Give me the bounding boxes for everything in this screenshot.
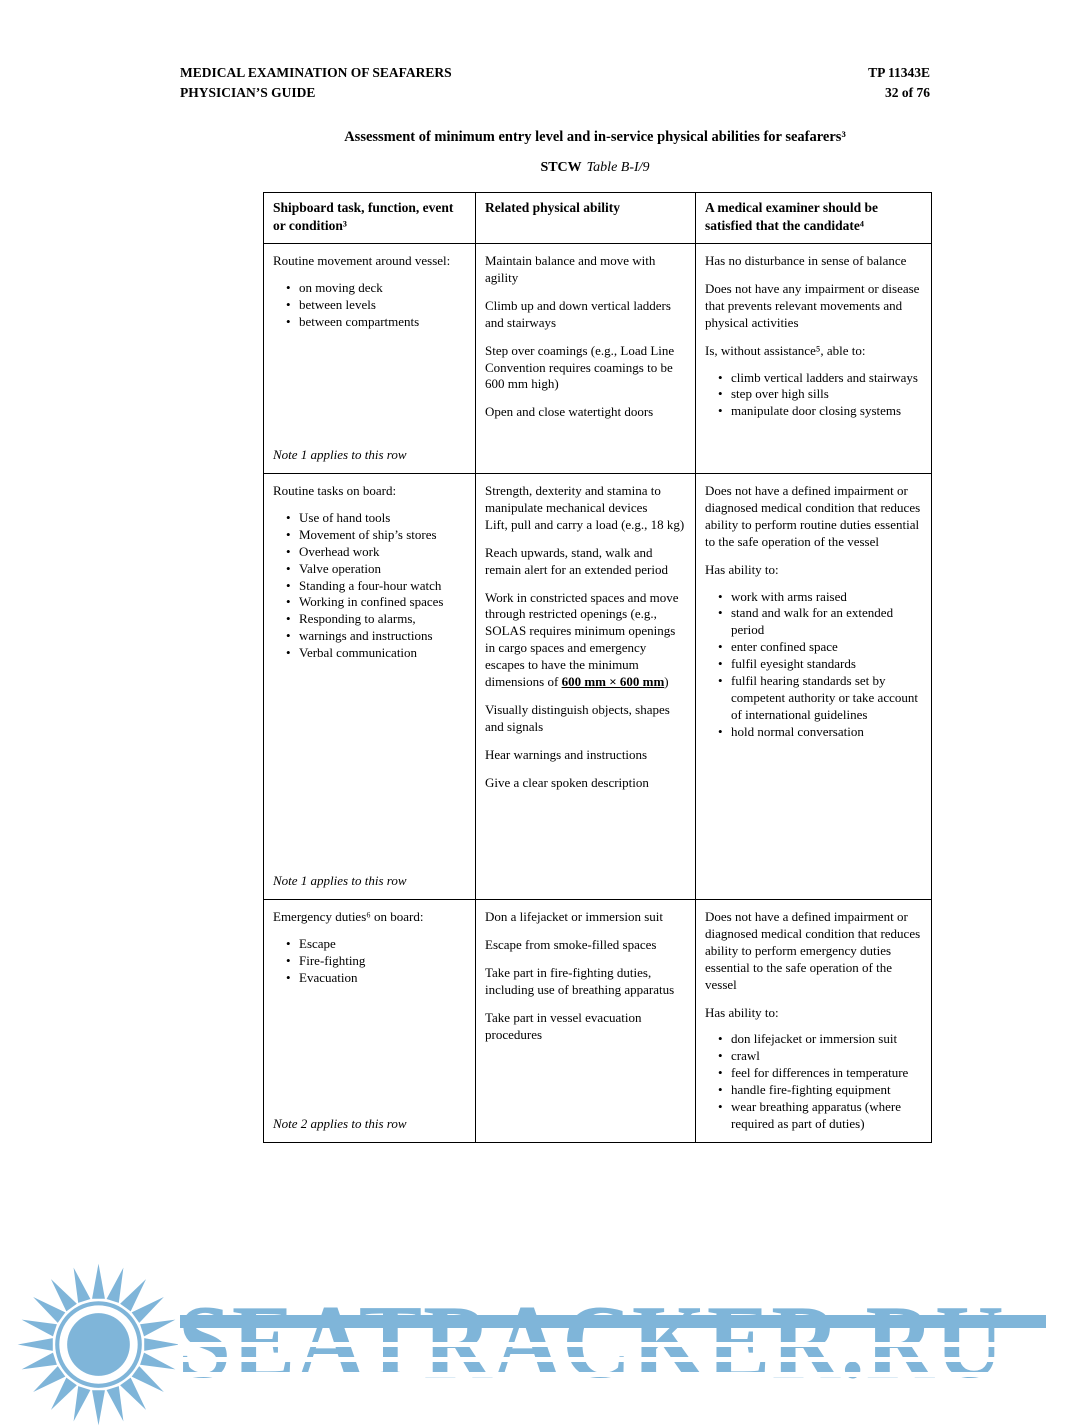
bullet-item: • handle fire-fighting equipment (718, 1082, 922, 1099)
cell-paragraph: Has ability to: (705, 561, 779, 577)
sun-ray (74, 1268, 91, 1303)
cell-paragraph: Step over coamings (e.g., Load Line Convention requires coamings to be 600 mm high) (485, 342, 675, 392)
sun-icon (16, 1262, 181, 1427)
sun-ray (33, 1366, 65, 1392)
subtitle-reference: Table B-I/9 (586, 160, 650, 175)
table-cell (696, 244, 931, 473)
table-cell (696, 474, 931, 899)
column-header: Shipboard task, function, event or condition³ (264, 193, 476, 243)
sun-ray (140, 1353, 175, 1370)
bullet-item: • manipulate door closing systems (718, 403, 918, 420)
header-left-line2: PHYSICIAN’S GUIDE (180, 85, 316, 101)
header-left-line1: MEDICAL EXAMINATION OF SEAFARERS (180, 65, 452, 80)
text-span: Work in constricted spaces and move through restricted openings (e.g., SOLAS requires minimum openings in cargo spaces and emergency escapes to have the minimum dimensions of (485, 589, 679, 689)
column-header: A medical examiner should be satisfied that the candidate⁴ (705, 200, 879, 233)
sun-ray (120, 1378, 146, 1410)
bullet-item: • wear breathing apparatus (where required as part of duties) (718, 1099, 922, 1133)
sun-ray (33, 1297, 65, 1323)
table-row (264, 244, 931, 474)
sun-ray (132, 1297, 164, 1323)
row-note: Note 2 applies to this row (273, 1115, 407, 1131)
sun-ray (140, 1320, 175, 1337)
cell-paragraph: Maintain balance and move with agility (485, 253, 656, 285)
cell-paragraph: Don a lifejacket or immersion suit (485, 909, 663, 925)
bullet-item: • climb vertical ladders and stairways (718, 370, 918, 387)
bullet-item: • warnings and instructions (286, 628, 443, 645)
bullet-item: • between compartments (286, 314, 419, 331)
cell-paragraph: Routine tasks on board: (273, 483, 397, 499)
bullet-item: • fulfil hearing standards set by competent authority or take account of international guidelines (718, 673, 922, 724)
page-header (180, 63, 930, 104)
watermark-stripe (178, 1357, 1052, 1362)
table-cell (476, 244, 696, 473)
bullet-item: • Valve operation (286, 561, 443, 578)
cell-paragraph: Hear warnings and instructions (485, 746, 648, 762)
subtitle-stcw: STCW (540, 160, 582, 175)
bullet-item: • on moving deck (286, 280, 419, 297)
sun-ray (18, 1338, 53, 1351)
sun-disc (67, 1313, 130, 1376)
cell-paragraph: Strength, dexterity and stamina to manipulate mechanical devices (485, 483, 661, 515)
cell-paragraph: Does not have a defined impairment or diagnosed medical condition that reduces ability to perform routine duties essential to the safe operation of the vessel (705, 483, 921, 549)
cell-paragraph: Lift, pull and carry a load (e.g., 18 kg) (485, 516, 685, 532)
cell-paragraph: Take part in fire-fighting duties, including use of breathing apparatus (485, 964, 675, 997)
cell-paragraph: Reach upwards, stand, walk and remain alert for an extended period (485, 544, 668, 577)
sun-ray (107, 1268, 124, 1303)
cell-paragraph: Routine movement around vessel: (273, 253, 451, 269)
cell-paragraph: Is, without assistance⁵, able to: (705, 342, 866, 358)
table-cell (696, 900, 931, 1142)
bullet-list (273, 510, 443, 662)
cell-paragraph: Give a clear spoken description (485, 774, 649, 790)
bullet-item: • step over high sills (718, 386, 918, 403)
row-note: Note 1 applies to this row (273, 873, 407, 889)
sun-ray (51, 1279, 77, 1311)
sun-ray (107, 1386, 124, 1421)
cell-paragraph: Open and close watertight doors (485, 404, 654, 420)
watermark-stripe (178, 1372, 1052, 1377)
sun-ray (144, 1338, 179, 1351)
bullet-item: • Fire-fighting (286, 953, 365, 970)
cell-paragraph: Does not have a defined impairment or diagnosed medical condition that reduces ability to perform emergency duties essential to the safe operation of the vessel (705, 909, 921, 992)
sun-ray (22, 1320, 57, 1337)
sun-ray (51, 1378, 77, 1410)
sun-ray (132, 1366, 164, 1392)
cell-paragraph: Has ability to: (705, 1004, 779, 1020)
cell-paragraph: Emergency duties⁶ on board: (273, 909, 424, 925)
bullet-list (273, 936, 365, 987)
table-cell (264, 244, 476, 473)
bullet-item: • Escape (286, 936, 365, 953)
bullet-item: • work with arms raised (718, 589, 922, 606)
bullet-item: • crawl (718, 1048, 922, 1065)
cell-paragraph: Escape from smoke-filled spaces (485, 936, 657, 952)
bullet-item: • Standing a four-hour watch (286, 578, 443, 595)
sun-ray (74, 1386, 91, 1421)
sun-ray (92, 1264, 105, 1299)
sun-ray (120, 1279, 146, 1311)
watermark (0, 1262, 1080, 1425)
bullet-item: • enter confined space (718, 639, 922, 656)
cell-paragraph: Take part in vessel evacuation procedures (485, 1009, 642, 1042)
cell-paragraph: Has no disturbance in sense of balance (705, 253, 907, 269)
bullet-item: • Movement of ship’s stores (286, 527, 443, 544)
bullet-list (705, 1031, 922, 1132)
table-row (264, 474, 931, 900)
header-right (868, 63, 930, 104)
page-title: Assessment of minimum entry level and in-service physical abilities for seafarers³ (344, 129, 846, 145)
table-row (264, 900, 931, 1142)
bullet-item: • Verbal communication (286, 645, 443, 662)
header-right-line1: TP 11343E (868, 65, 930, 80)
bullet-item: • Overhead work (286, 544, 443, 561)
sun-ray (92, 1390, 105, 1425)
cell-paragraph: Does not have any impairment or disease that prevents relevant movements and physical activities (705, 280, 920, 330)
table-cell (264, 474, 476, 899)
cell-paragraph: Climb up and down vertical ladders and stairways (485, 297, 671, 330)
stcw-table (263, 192, 932, 1143)
table-cell (264, 900, 476, 1142)
table-subtitle (245, 160, 945, 176)
title-block (245, 129, 945, 176)
watermark-band (180, 1315, 1046, 1328)
sun-ray (22, 1353, 57, 1370)
text-span: 600 mm × 600 mm (561, 674, 665, 689)
bullet-item: • feel for differences in temperature (718, 1065, 922, 1082)
table-cell (476, 474, 696, 899)
table-header-row (264, 193, 931, 244)
bullet-item: • Evacuation (286, 970, 365, 987)
text-span: ) (664, 674, 669, 689)
bullet-item: • Use of hand tools (286, 510, 443, 527)
bullet-item: • fulfil eyesight standards (718, 656, 922, 673)
row-note: Note 1 applies to this row (273, 447, 407, 463)
watermark-stripe (178, 1342, 1052, 1347)
cell-paragraph: Visually distinguish objects, shapes and signals (485, 701, 670, 734)
cell-paragraph (485, 590, 686, 691)
bullet-item: • hold normal conversation (718, 724, 922, 741)
bullet-list (705, 370, 918, 421)
table-cell (476, 900, 696, 1142)
watermark-text-wrap (178, 1290, 1052, 1410)
bullet-item: • Working in confined spaces (286, 594, 443, 611)
bullet-item: • Responding to alarms, (286, 611, 443, 628)
bullet-list (705, 589, 922, 741)
bullet-item: • between levels (286, 297, 419, 314)
bullet-list (273, 280, 419, 331)
column-header: Related physical ability (476, 193, 696, 243)
header-right-line2: 32 of 76 (885, 85, 930, 101)
bullet-item: • don lifejacket or immersion suit (718, 1031, 922, 1048)
header-left (180, 63, 452, 104)
bullet-item: • stand and walk for an extended period (718, 605, 922, 639)
